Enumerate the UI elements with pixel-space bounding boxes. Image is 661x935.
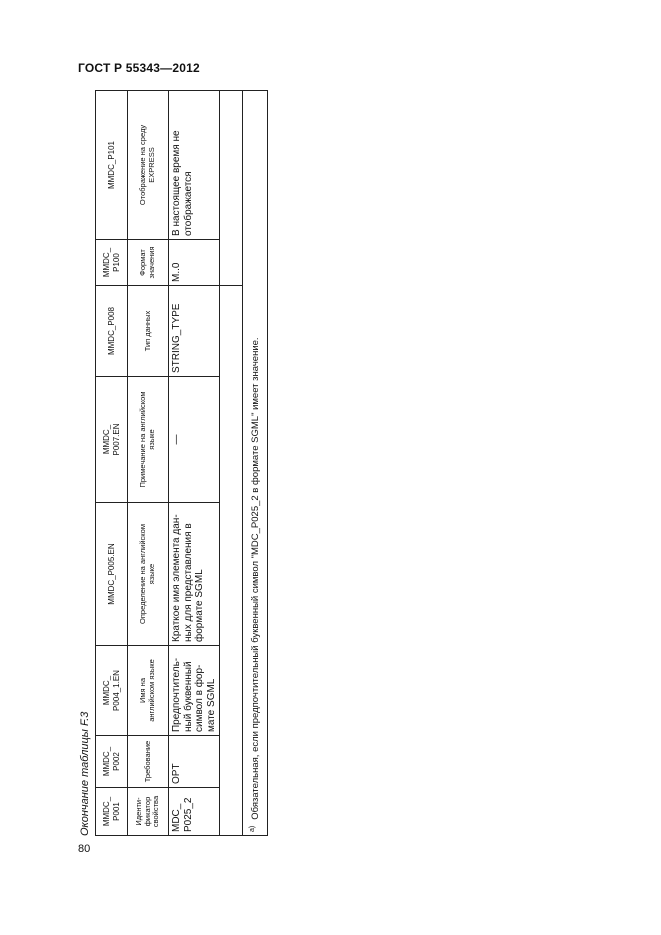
value-cell: Краткое имя элемента дан- ных для представления в формате SGML [169, 503, 220, 646]
code-cell: MMDC_P008 [96, 286, 128, 377]
table-caption: Окончание таблицы F.3 [79, 711, 91, 836]
name-cell: Имя на английском языке [128, 646, 169, 736]
footnote-mark: а) [248, 825, 256, 832]
code-row [96, 91, 128, 836]
value-cell: MDC_ P025_2 [169, 788, 220, 836]
name-cell: Тип данных [128, 286, 169, 377]
code-cell: MMDC_P101 [96, 91, 128, 240]
code-cell: MMDC_ P002 [96, 736, 128, 788]
name-cell: Отображение на среду EXPRESS [128, 91, 169, 240]
name-cell: Примечание на английском языке [128, 377, 169, 503]
footnote-row [243, 91, 268, 836]
value-cell: M..0 [169, 240, 220, 286]
document-header: ГОСТ Р 55343—2012 [78, 61, 200, 75]
name-cell: Иденти- фикатор свойства [128, 788, 169, 836]
name-cell: Формат значения [128, 240, 169, 286]
code-cell: MMDC_ P004_1.EN [96, 646, 128, 736]
name-cell: Требование [128, 736, 169, 788]
property-table [95, 90, 268, 836]
empty-cell [220, 286, 243, 836]
code-cell: MMDC_ P100 [96, 240, 128, 286]
value-cell: В настоящее время не отображается [169, 91, 220, 240]
name-row [128, 91, 169, 836]
footnote-text: Обязательная, если предпочтительный буквенный символ "MDC_P025_2 в формате SGML" имеет значение. [250, 337, 262, 820]
empty-cell [220, 91, 243, 286]
value-row [169, 91, 220, 836]
value-cell: STRING_TYPE [169, 286, 220, 377]
page-number: 80 [78, 843, 91, 855]
value-cell: OPT [169, 736, 220, 788]
value-cell: Предпочтитель- ный буквенный символ в фор- мате SGML [169, 646, 220, 736]
code-cell: MMDC_P005.EN [96, 503, 128, 646]
footnote-cell [243, 91, 268, 836]
value-cell: — [169, 377, 220, 503]
code-cell: MMDC_ P007.EN [96, 377, 128, 503]
name-cell: Определение на английском языке [128, 503, 169, 646]
rotated-table-block [76, 91, 262, 836]
empty-row [220, 91, 243, 836]
code-cell: MMDC_ P001 [96, 788, 128, 836]
